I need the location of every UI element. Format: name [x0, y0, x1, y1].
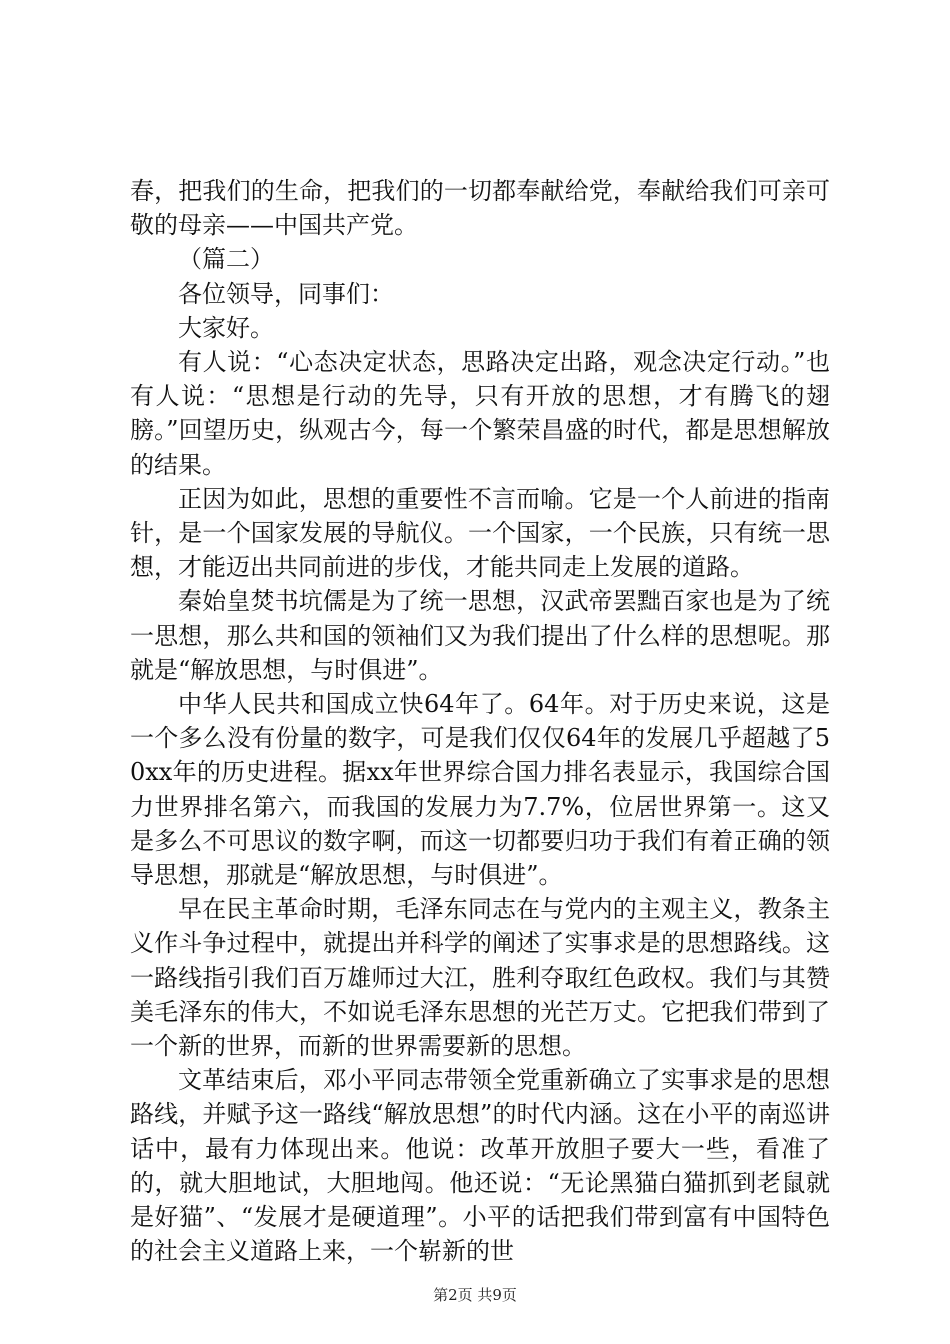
paragraph-continuation: 春，把我们的生命，把我们的一切都奉献给党，奉献给我们可亲可敬的母亲——中国共产党。	[130, 177, 830, 240]
page-footer: 第2页 共9页	[433, 1286, 517, 1304]
paragraph: 秦始皇焚书坑儒是为了统一思想，汉武帝罢黜百家也是为了统一思想，那么共和国的领袖们又为我们提出了什么样的思想呢。那就是“解放思想，与时俱进”。	[130, 587, 830, 684]
paragraph: 有人说：“心态决定状态，思路决定出路，观念决定行动。”也有人说：“思想是行动的先导，只有开放的思想，才有腾飞的翅膀。”回望历史，纵观古今，每一个繁荣昌盛的时代，都是思想解放的结果。	[130, 348, 830, 479]
salutation: 各位领导，同事们：	[178, 279, 394, 308]
section-heading: （篇二）	[178, 245, 274, 274]
paragraph: 早在民主革命时期，毛泽东同志在与党内的主观主义，教条主义作斗争过程中，就提出并科学的阐述了实事求是的思想路线。这一路线指引我们百万雄师过大江，胜利夺取红色政权。我们与其赞美毛泽东的伟大，不如说毛泽东思想的光芒万丈。它把我们带到了一个新的世界，而新的世界需要新的思想。	[130, 895, 830, 1061]
paragraph: 中华人民共和国成立快64年了。64年。对于历史来说，这是一个多么没有份量的数字，可是我们仅仅64年的发展几乎超越了50xx年的历史进程。据xx年世界综合国力排名表显示，我国综合国力世界排名第六，而我国的发展力为7.7%，位居世界第一。这又是多么不可思议的数字啊，而这一切都要归功于我们有着正确的领导思想，那就是“解放思想，与时俱进”。	[130, 690, 830, 890]
paragraph: 正因为如此，思想的重要性不言而喻。它是一个人前进的指南针，是一个国家发展的导航仪。一个国家，一个民族，只有统一思想，才能迈出共同前进的步伐，才能共同走上发展的道路。	[130, 484, 830, 582]
document-body	[130, 174, 830, 1269]
greeting: 大家好。	[178, 313, 274, 342]
paragraph: 文革结束后，邓小平同志带领全党重新确立了实事求是的思想路线，并赋予这一路线“解放思想”的时代内涵。这在小平的南巡讲话中，最有力体现出来。他说：改革开放胆子要大一些，看准了的，就大胆地试，大胆地闯。他还说：“无论黑猫白猫抓到老鼠就是好猫”、“发展才是硬道理”。小平的话把我们带到富有中国特色的社会主义道路上来，一个崭新的世	[130, 1066, 830, 1266]
